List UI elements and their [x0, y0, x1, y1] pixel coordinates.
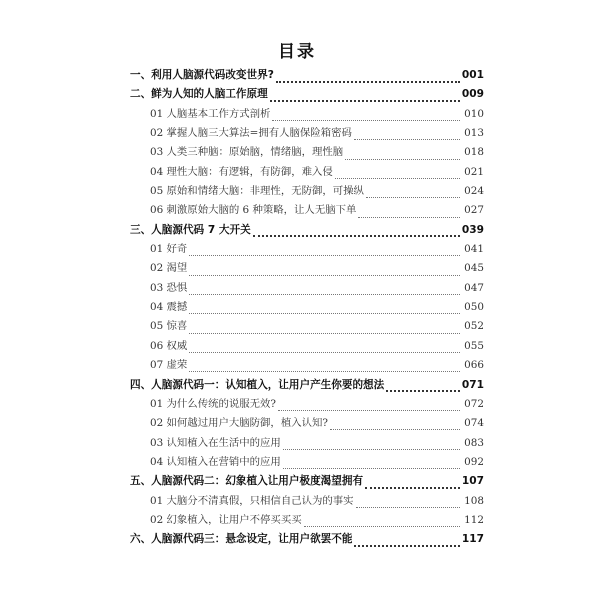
toc-page-number: 072: [464, 397, 484, 410]
toc-section-row: [124, 124, 484, 143]
toc-chapter-row: [124, 221, 484, 240]
dot-leader: [330, 423, 460, 430]
toc-page-number: 039: [461, 223, 484, 236]
toc-entry-title: 04 理性大脑：有逻辑，有防御，难入侵: [150, 165, 333, 178]
toc-section-row: [124, 259, 484, 278]
dot-leader: [365, 481, 460, 489]
toc-entry-title: 一、利用人脑源代码改变世界?: [130, 69, 274, 81]
toc-entry-title: 02 掌握人脑三大算法=拥有人脑保险箱密码: [150, 127, 352, 140]
dot-leader: [272, 114, 460, 121]
toc-entry-title: 03 认知植入在生活中的应用: [150, 436, 281, 449]
dot-leader: [356, 501, 460, 508]
toc-chapter-row: [124, 530, 484, 549]
toc-page-number: 047: [464, 281, 484, 294]
toc-page-number: 009: [461, 88, 484, 101]
toc-page-number: 107: [461, 475, 484, 488]
toc-entry-title: 六、人脑源代码三：悬念设定，让用户欲罢不能: [130, 533, 353, 546]
toc-entry-title: 01 人脑基本工作方式剖析: [150, 107, 271, 120]
toc-page-number: 055: [464, 339, 484, 352]
toc-page-number: 052: [464, 320, 484, 333]
toc-entry-title: 06 权威: [150, 339, 188, 352]
toc-section-row: [124, 356, 484, 375]
toc-entry-title: 06 刺激原始大脑的 6 种策略，让人无脑下单: [150, 204, 357, 217]
table-of-contents: [124, 66, 484, 550]
dot-leader: [189, 269, 460, 276]
toc-page-number: 018: [464, 146, 484, 159]
toc-section-row: [124, 317, 484, 336]
toc-page-number: 074: [464, 417, 484, 430]
toc-section-row: [124, 453, 484, 472]
dot-leader: [354, 133, 460, 140]
toc-entry-title: 03 人类三种脑：原始脑，情绪脑，理性脑: [150, 146, 344, 159]
toc-page-number: 050: [464, 301, 484, 314]
toc-section-row: [124, 511, 484, 530]
toc-page-number: 108: [464, 494, 484, 507]
toc-entry-title: 02 渴望: [150, 262, 188, 275]
toc-section-row: [124, 143, 484, 162]
toc-page-number: 024: [464, 185, 484, 198]
toc-entry-title: 01 大脑分不清真假，只相信自己认为的事实: [150, 494, 354, 507]
toc-chapter-row: [124, 85, 484, 104]
toc-entry-title: 三、人脑源代码 7 大开关: [130, 223, 251, 236]
dot-leader: [189, 288, 460, 295]
toc-entry-title: 04 震撼: [150, 301, 188, 314]
toc-page-number: 001: [461, 69, 484, 81]
toc-entry-title: 四、人脑源代码一：认知植入，让用户产生你要的想法: [130, 378, 385, 391]
toc-page-number: 041: [464, 243, 484, 256]
dot-leader: [253, 229, 460, 237]
dot-leader: [304, 520, 460, 527]
toc-section-row: [124, 163, 484, 182]
toc-title: 目录: [278, 42, 316, 62]
toc-entry-title: 05 原始和情绪大脑：非理性，无防御，可操纵: [150, 185, 364, 198]
toc-section-row: [124, 434, 484, 453]
toc-entry-title: 二、鲜为人知的人脑工作原理: [130, 88, 268, 101]
toc-section-row: [124, 105, 484, 124]
toc-entry-title: 02 如何越过用户大脑防御，植入认知?: [150, 417, 328, 430]
dot-leader: [189, 249, 460, 256]
dot-leader: [189, 307, 460, 314]
toc-chapter-row: [124, 472, 484, 491]
toc-page-number: 112: [464, 513, 484, 526]
dot-leader: [278, 404, 460, 411]
dot-leader: [354, 539, 459, 547]
dot-leader: [386, 384, 460, 392]
toc-section-row: [124, 337, 484, 356]
toc-entry-title: 01 好奇: [150, 243, 188, 256]
toc-page-number: 083: [464, 436, 484, 449]
toc-section-row: [124, 201, 484, 220]
dot-leader: [283, 443, 460, 450]
toc-section-row: [124, 414, 484, 433]
dot-leader: [189, 327, 460, 334]
dot-leader: [335, 172, 460, 179]
toc-chapter-row: [124, 376, 484, 395]
toc-section-row: [124, 182, 484, 201]
toc-page-number: 117: [461, 533, 484, 546]
dot-leader: [358, 211, 460, 218]
toc-page-number: 027: [464, 204, 484, 217]
dot-leader: [366, 191, 460, 198]
toc-page-number: 045: [464, 262, 484, 275]
dot-leader: [283, 462, 460, 469]
toc-section-row: [124, 279, 484, 298]
toc-section-row: [124, 492, 484, 511]
toc-page-number: 021: [464, 165, 484, 178]
toc-entry-title: 07 虚荣: [150, 359, 188, 372]
toc-section-row: [124, 298, 484, 317]
toc-entry-title: 02 幻象植入，让用户不停买买买: [150, 513, 302, 526]
toc-entry-title: 05 惊喜: [150, 320, 188, 333]
toc-entry-title: 五、人脑源代码二：幻象植入让用户极度渴望拥有: [130, 475, 364, 488]
toc-entry-title: 03 恐惧: [150, 281, 188, 294]
toc-page-number: 092: [464, 455, 484, 468]
dot-leader: [345, 153, 460, 160]
dot-leader: [276, 75, 460, 83]
toc-page-number: 013: [464, 127, 484, 140]
toc-page-number: 010: [464, 107, 484, 120]
toc-entry-title: 01 为什么传统的说服无效?: [150, 397, 277, 410]
dot-leader: [189, 365, 460, 372]
toc-page-number: 071: [461, 378, 484, 391]
dot-leader: [189, 346, 460, 353]
toc-section-row: [124, 240, 484, 259]
dot-leader: [270, 94, 460, 102]
toc-page-number: 066: [464, 359, 484, 372]
toc-entry-title: 04 认知植入在营销中的应用: [150, 455, 281, 468]
toc-section-row: [124, 395, 484, 414]
toc-chapter-row: [124, 66, 484, 85]
